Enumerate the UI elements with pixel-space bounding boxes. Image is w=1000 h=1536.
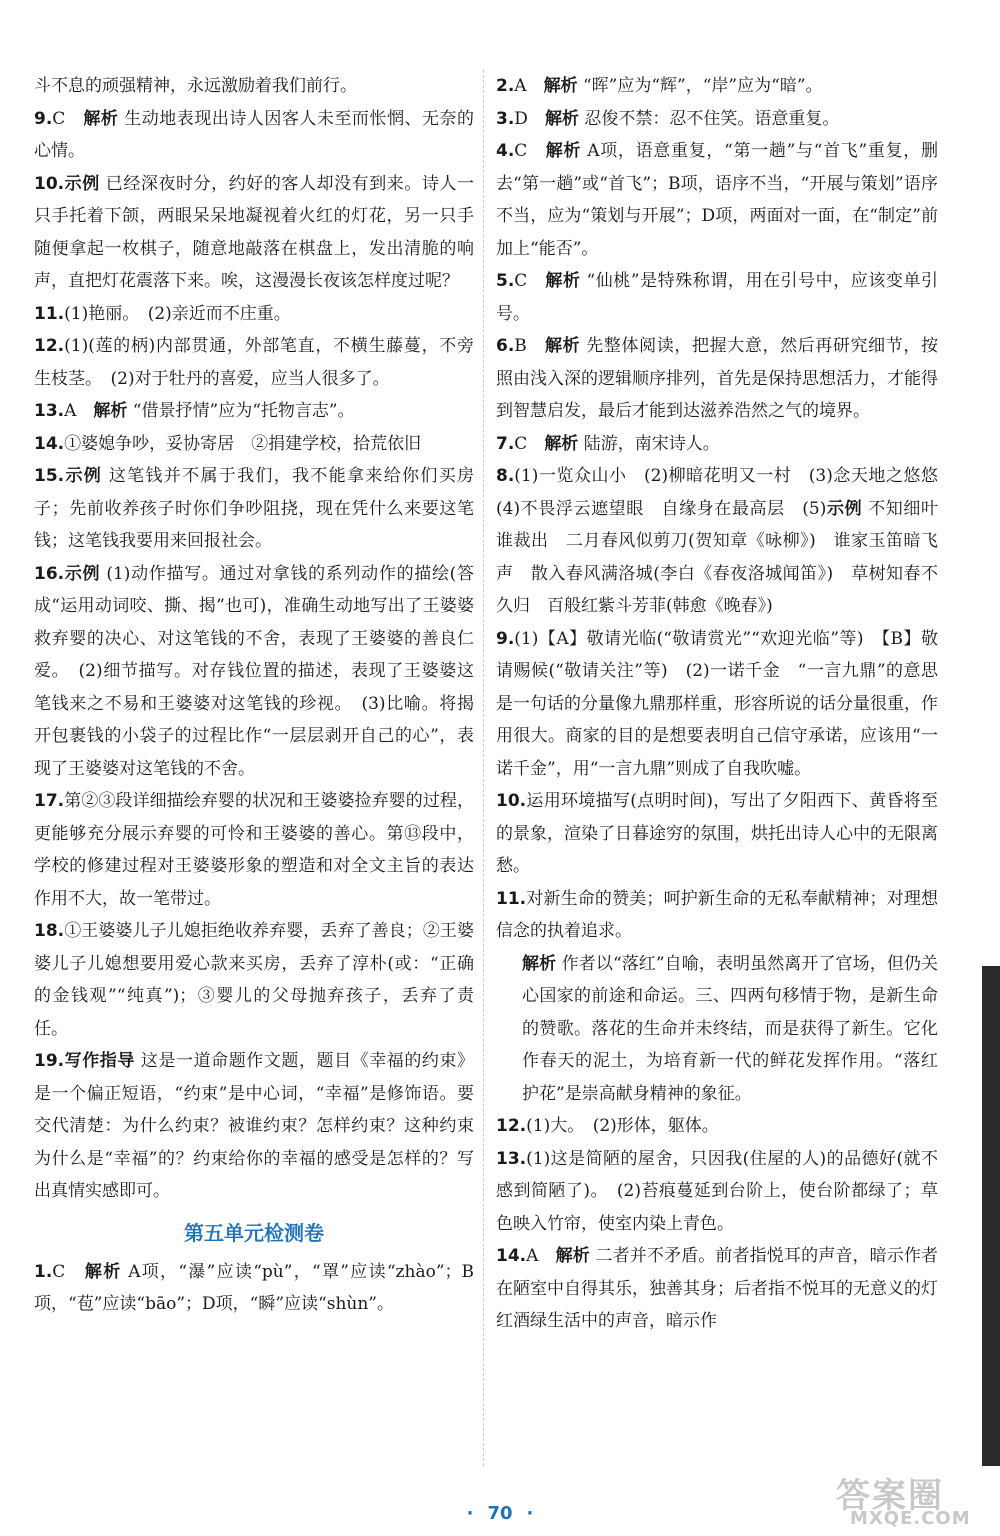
item-number: 7. bbox=[496, 433, 515, 454]
item-number: 13. bbox=[496, 1148, 527, 1169]
keyword-label: 示例 bbox=[64, 466, 103, 486]
column-divider bbox=[483, 70, 484, 1466]
watermark-url: MXQE.COM bbox=[850, 1508, 971, 1529]
answer-text: ①王婆婆儿子儿媳拒绝收养弃婴，丢弃了善良；②王婆婆儿子儿媳想要用爱心款来买房，丢弃了淳朴(或：“正确的金钱观”“纯真”)；③婴儿的父母抛弃孩子，丢弃了责任。 bbox=[34, 921, 474, 1039]
answer-text: 先整体阅读，把握大意，然后再研究细节，按照由浅入深的逻辑顺序排列，首先是保持思想活力，才能得到智慧启发，最后才能到达滋养浩然之气的境界。 bbox=[496, 336, 938, 421]
answer-item-9 bbox=[34, 103, 474, 168]
answer-item-s9 bbox=[496, 623, 938, 786]
answer-item-17 bbox=[34, 785, 474, 915]
answer-choice: C bbox=[514, 141, 546, 161]
answer-item-13 bbox=[34, 395, 474, 428]
answer-item-s1 bbox=[34, 1256, 474, 1321]
answer-text: 二者并不矛盾。前者指悦耳的声音，暗示作者在陋室中自得其乐，独善其身；后者指不悦耳的无意义的灯红酒绿生活中的声音，暗示作 bbox=[496, 1246, 938, 1331]
item-number: 19. bbox=[34, 1051, 65, 1071]
answer-item-s11-analysis bbox=[496, 948, 938, 1111]
answer-choice: A bbox=[64, 401, 94, 421]
page-number-value: 70 bbox=[487, 1503, 513, 1524]
answer-item-s13 bbox=[496, 1143, 938, 1241]
answer-item-12 bbox=[34, 330, 474, 395]
answer-choice: D bbox=[514, 108, 545, 129]
keyword-label: 解析 bbox=[93, 401, 128, 421]
answer-item-s11 bbox=[496, 883, 938, 948]
answer-item-14 bbox=[34, 428, 474, 461]
answer-choice: A bbox=[526, 1246, 556, 1266]
answer-item-18 bbox=[34, 915, 474, 1045]
answer-text: “晖”应为“辉”，“岸”应为“暗”。 bbox=[577, 76, 823, 96]
answer-item-15 bbox=[34, 460, 474, 558]
answer-text: (1)一览众山小 (2)柳暗花明又一村 (3)念天地之悠悠 (4)不畏浮云遮望眼 自缘身在最高层 (5) bbox=[496, 466, 955, 519]
item-number: 11. bbox=[34, 303, 65, 324]
item-number: 10. bbox=[34, 173, 65, 194]
answer-item-s12 bbox=[496, 1110, 938, 1143]
keyword-label: 解析 bbox=[545, 271, 581, 291]
page-edge-tab bbox=[982, 966, 1000, 1466]
answer-text: (1)大。 (2)形体，躯体。 bbox=[526, 1116, 719, 1136]
answer-choice: C bbox=[52, 1261, 85, 1282]
item-number: 13. bbox=[34, 401, 65, 421]
keyword-label: 解析 bbox=[84, 1261, 122, 1282]
answer-text: 对新生命的赞美；呵护新生命的无私奉献精神；对理想信念的执着追求。 bbox=[496, 888, 938, 941]
keyword-label: 解析 bbox=[545, 141, 582, 161]
answer-item-s14 bbox=[496, 1240, 938, 1338]
answer-text: “借景抒情”应为“托物言志”。 bbox=[127, 401, 355, 421]
item-number: 17. bbox=[34, 791, 65, 811]
answer-choice: C bbox=[514, 433, 545, 454]
item-number: 12. bbox=[496, 1116, 527, 1136]
answer-text: (1)(莲的柄)内部贯通，外部笔直，不横生藤蔓，不旁生枝茎。 (2)对于牡丹的喜爱，应当人很多了。 bbox=[34, 336, 474, 389]
item-number: 16. bbox=[34, 563, 65, 584]
answer-text: 这笔钱并不属于我们，我不能拿来给你们买房子；先前收养孩子时你们争吵阻挠，现在凭什么来要这笔钱；这笔钱我要用来回报社会。 bbox=[34, 466, 475, 551]
answer-text: (1)动作描写。通过对拿钱的系列动作的描绘(答成“运用动词咬、撕、揭”也可)，准确生动地写出了王婆婆救弃婴的决心、对这笔钱的不舍，表现了王婆婆的善良仁爱。 (2)细节描写。对存钱位置的描述，表现了王婆婆这笔钱来之不易和王婆婆对这笔钱的珍视。 (3)比喻。将揭开包裹钱的小袋子的过程比作“一层层剥开自己的心”，表现了王婆婆对这笔钱的不舍。 bbox=[34, 563, 474, 779]
answer-item-s6 bbox=[496, 330, 938, 428]
item-number: 3. bbox=[496, 108, 515, 129]
answer-text: 不知细叶谁裁出 二月春风似剪刀(贺知章《咏柳》) 谁家玉笛暗飞声 散入春风满洛城(李白《春夜洛城闻笛》) 草树知春不久归 百般红紫斗芳菲(韩愈《晚春》) bbox=[496, 498, 939, 616]
keyword-label: 示例 bbox=[64, 563, 101, 584]
answer-choice: B bbox=[514, 336, 546, 356]
answer-item-s3 bbox=[496, 103, 938, 136]
answer-item-s10 bbox=[496, 785, 938, 883]
page-number-dot: · bbox=[526, 1503, 534, 1524]
answer-text: 第②③段详细描绘弃婴的状况和王婆婆捡弃婴的过程，更能够充分展示弃婴的可怜和王婆婆的善心。第⑬段中，学校的修建过程对王婆婆形象的塑造和对全文主旨的表达作用不大，故一笔带过。 bbox=[34, 791, 474, 909]
section-title: 第五单元检测卷 bbox=[184, 1220, 324, 1245]
answer-text: 忍俊不禁：忍不住笑。语意重复。 bbox=[578, 108, 840, 129]
item-number: 11. bbox=[496, 888, 527, 909]
answer-text: (1)这是简陋的屋舍，只因我(住屋的人)的品德好(就不感到简陋了)。 (2)苔痕蔓延到台阶上，使台阶都绿了；草色映入竹帘，使室内染上青色。 bbox=[496, 1148, 938, 1234]
answer-item-19 bbox=[34, 1045, 474, 1208]
answer-item-10 bbox=[34, 168, 474, 298]
answer-text: (1)【A】敬请光临(“敬请赏光”“欢迎光临”等) 【B】敬请赐候(“敬请关注”等) (2)一诺千金 “一言九鼎”的意思是一句话的分量像九鼎那样重，形容所说的话分量很重，作用很大。商家的目的是想要表明自己信守承诺，应该用“一诺千金”，用“一言九鼎”则成了自我吹嘘。 bbox=[496, 628, 938, 779]
answer-text: (1)艳丽。 (2)亲近而不庄重。 bbox=[64, 303, 291, 324]
item-number: 12. bbox=[34, 336, 65, 356]
answer-choice: A bbox=[514, 76, 544, 96]
keyword-label: 解析 bbox=[83, 108, 119, 129]
item-number: 14. bbox=[34, 433, 65, 454]
item-number: 2. bbox=[496, 76, 515, 96]
keyword-label: 解析 bbox=[545, 336, 581, 356]
left-column bbox=[34, 70, 474, 1321]
item-number: 18. bbox=[34, 921, 65, 941]
answer-item-16 bbox=[34, 558, 474, 786]
item-number: 10. bbox=[496, 791, 527, 811]
answer-text: 这是一道命题作文题，题目《幸福的约束》是一个偏正短语，“约束”是中心词，“幸福”是修饰语。要交代清楚：为什么约束？被谁约束？怎样约束？这种约束为什么是“幸福”的？约束给你的幸福的感受是怎样的？写出真情实感即可。 bbox=[34, 1051, 475, 1201]
answer-text: ①婆媳争吵，妥协寄居 ②捐建学校，拾荒依旧 bbox=[64, 433, 422, 454]
keyword-label: 解析 bbox=[555, 1246, 590, 1266]
keyword-label: 解析 bbox=[544, 433, 579, 454]
answer-choice: C bbox=[52, 108, 84, 129]
answer-item-s7 bbox=[496, 428, 938, 461]
answer-text: 作者以“落红”自喻，表明虽然离开了官场，但仍关心国家的前途和命运。三、四两句移情于物，是新生命的赞歌。落花的生命并未终结，而是获得了新生。它化作春天的泥土，为培育新一代的鲜花发挥作用。“落红护花”是崇高献身精神的象征。 bbox=[522, 953, 938, 1104]
page-number-dot: · bbox=[466, 1503, 474, 1524]
answer-item-s5 bbox=[496, 265, 938, 330]
keyword-label: 解析 bbox=[522, 953, 557, 974]
keyword-label: 示例 bbox=[64, 173, 100, 194]
answer-text: 陆游，南宋诗人。 bbox=[578, 433, 720, 454]
continued-text: 斗不息的顽强精神，永远激励着我们前行。 bbox=[34, 76, 357, 96]
item-number: 14. bbox=[496, 1246, 527, 1266]
right-column bbox=[496, 70, 955, 1338]
answer-text: “仙桃”是特殊称谓，用在引号中，应该变单引号。 bbox=[496, 271, 938, 324]
answer-item-s8 bbox=[496, 460, 955, 623]
item-number: 5. bbox=[496, 271, 515, 291]
item-number: 9. bbox=[496, 628, 515, 649]
watermark-logo bbox=[836, 1468, 986, 1532]
keyword-label: 解析 bbox=[544, 108, 579, 129]
answer-item-11 bbox=[34, 298, 474, 331]
item-number: 9. bbox=[34, 108, 53, 129]
answer-text: A项，“瀑”应读“pù”，“罩”应读“zhào”；B项，“苞”应读“bāo”；D项，“瞬”应读“shùn”。 bbox=[34, 1261, 475, 1314]
answer-choice: C bbox=[514, 271, 546, 291]
keyword-label: 解析 bbox=[543, 76, 578, 96]
answer-text: 已经深夜时分，约好的客人却没有到来。诗人一只手托着下颌，两眼呆呆地凝视着火红的灯花，另一只手随便拿起一枚棋子，随意地敲落在棋盘上，发出清脆的响声，直把灯花震落下来。唉，这漫漫长夜该怎样度过呢？ bbox=[34, 173, 475, 291]
item-number: 1. bbox=[34, 1261, 53, 1282]
keyword-label: 写作指导 bbox=[64, 1051, 135, 1071]
item-number: 6. bbox=[496, 336, 515, 356]
keyword-label: 示例 bbox=[826, 498, 863, 519]
answer-item-s2 bbox=[496, 70, 938, 103]
item-number: 15. bbox=[34, 466, 65, 486]
item-number: 8. bbox=[496, 466, 515, 486]
watermark-text: 答案圈 bbox=[836, 1476, 944, 1516]
answer-text: 运用环境描写(点明时间)，写出了夕阳西下、黄昏将至的景象，渲染了日暮途穷的氛围，烘托出诗人心中的无限离愁。 bbox=[496, 791, 938, 876]
answer-text: A项，语意重复，“第一趟”与“首飞”重复，删去“第一趟”或“首飞”；B项，语序不当，“开展与策划”语序不当，应为“策划与开展”；D项，两面对一面，在“制定”前加上“能否”。 bbox=[496, 141, 938, 259]
answer-text: 生动地表现出诗人因客人未至而怅惘、无奈的心情。 bbox=[34, 108, 474, 161]
answer-item-s4 bbox=[496, 135, 938, 265]
item-number: 4. bbox=[496, 141, 515, 161]
